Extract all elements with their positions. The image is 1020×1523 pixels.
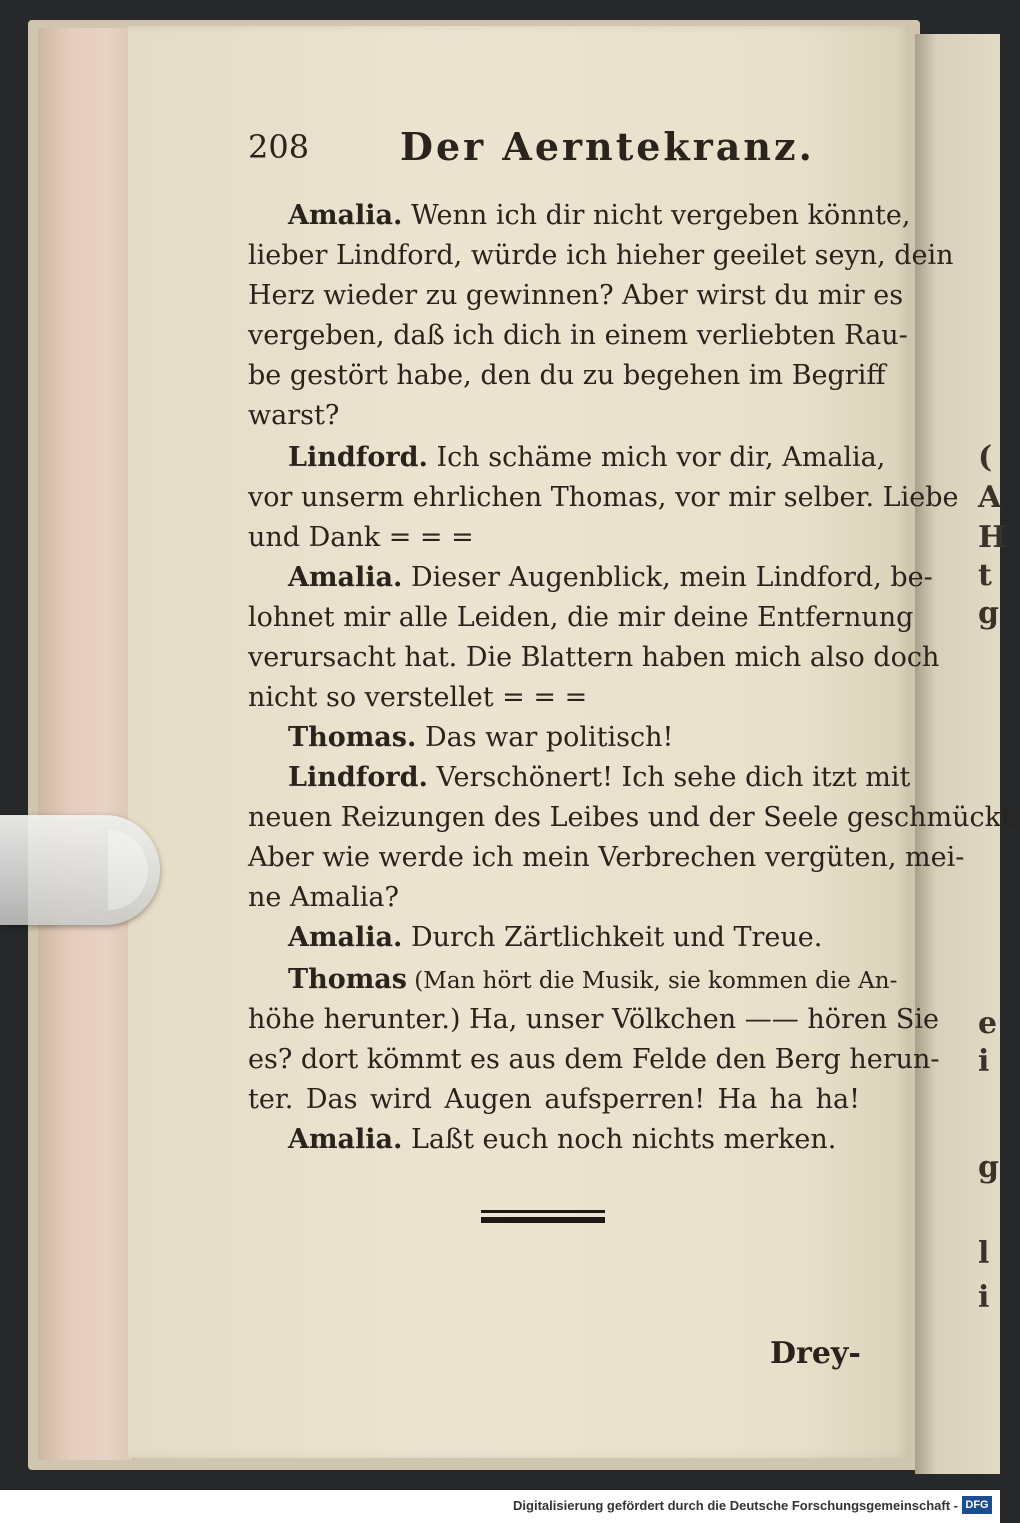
text-line — [288, 918, 860, 958]
speaker-name: Amalia. — [288, 200, 403, 231]
line-text: lieber Lindford, würde ich hieher geeilet seyn, dein — [248, 240, 954, 271]
line-text: ne Amalia? — [248, 882, 399, 913]
text-line — [248, 678, 860, 718]
facing-fragment: A — [978, 480, 1002, 515]
facing-fragment: g — [978, 1150, 999, 1185]
speaker-name: Thomas. — [288, 722, 417, 753]
line-text: und Dank = = = — [248, 522, 474, 553]
text-line — [248, 798, 1020, 838]
speaker-name: Amalia. — [288, 1124, 403, 1155]
text-line — [248, 276, 904, 316]
line-text: ter. Das wird Augen aufsperren! Ha ha ha! — [248, 1084, 860, 1115]
speaker-name: Lindford. — [288, 762, 428, 793]
text-line — [248, 478, 959, 518]
facing-fragment: H — [978, 520, 1007, 555]
page-edge — [38, 28, 134, 1460]
line-text: nicht so verstellet = = = — [248, 682, 588, 713]
text-line — [248, 356, 886, 396]
line-text: Herz wieder zu gewinnen? Aber wirst du mir es — [248, 280, 904, 311]
ornament-rule — [481, 1217, 605, 1223]
text-line — [248, 1000, 939, 1040]
funding-credit: Digitalisierung gefördert durch die Deutsche Forschungsgemeinschaft - — [513, 1498, 958, 1513]
page-number: 208 — [248, 128, 310, 166]
facing-fragment: i — [978, 1044, 990, 1079]
dfg-logo: DFG — [962, 1496, 992, 1514]
footer-bar — [0, 1490, 1000, 1523]
line-text: Wenn ich dir nicht vergeben könnte, — [402, 200, 911, 231]
text-line — [288, 1120, 860, 1160]
line-text: Verschönert! Ich sehe dich itzt mit — [427, 762, 911, 793]
speaker-name: Amalia. — [288, 562, 403, 593]
speaker-name: Lindford. — [288, 442, 428, 473]
line-text: lohnet mir alle Leiden, die mir deine Entfernung — [248, 602, 914, 633]
line-text: be gestört habe, den du zu begehen im Begriff — [248, 360, 886, 391]
running-head: Der Aerntekranz. — [400, 124, 815, 169]
line-text: Laßt euch noch nichts merken. — [402, 1124, 837, 1155]
text-line — [248, 236, 954, 276]
speaker-name: Thomas — [288, 964, 407, 995]
facing-fragment: g — [978, 596, 999, 631]
text-line — [288, 558, 933, 598]
line-text: (Man hört die Musik, sie kommen die An- — [407, 968, 898, 994]
line-text: es? dort kömmt es aus dem Felde den Berg herun- — [248, 1044, 940, 1075]
speaker-name: Amalia. — [288, 922, 403, 953]
text-line — [288, 196, 911, 236]
line-text: Ich schäme mich vor dir, Amalia, — [427, 442, 886, 473]
line-text: warst? — [248, 400, 340, 431]
line-text: Dieser Augenblick, mein Lindford, be- — [402, 562, 933, 593]
facing-fragment: i — [978, 1280, 990, 1315]
text-line — [248, 878, 860, 918]
line-text: verursacht hat. Die Blattern haben mich also doch — [248, 642, 940, 673]
text-line — [248, 838, 965, 878]
line-text: vergeben, daß ich dich in einem verliebten Rau- — [248, 320, 908, 351]
text-line — [248, 598, 914, 638]
line-text: neuen Reizungen des Leibes und der Seele geschmückt. — [248, 802, 1020, 833]
facing-fragment: t — [978, 558, 992, 593]
text-line — [288, 960, 898, 1001]
line-text: Durch Zärtlichkeit und Treue. — [402, 922, 823, 953]
catchword: Drey- — [770, 1336, 861, 1371]
text-line — [248, 638, 940, 678]
text-line — [248, 1040, 940, 1080]
text-line — [288, 758, 911, 798]
line-text: höhe herunter.) Ha, unser Völkchen —— hören Sie — [248, 1004, 939, 1035]
facing-fragment: e — [978, 1006, 998, 1041]
facing-fragment: l — [978, 1236, 990, 1271]
text-line — [248, 396, 860, 436]
text-line — [288, 718, 860, 758]
text-line — [248, 1080, 860, 1120]
text-line — [248, 518, 860, 558]
facing-fragment: ( — [978, 440, 993, 475]
text-line — [248, 316, 908, 356]
ornament-rule — [481, 1210, 605, 1213]
line-text: Aber wie werde ich mein Verbrechen vergüten, mei- — [248, 842, 965, 873]
text-line — [288, 438, 886, 478]
line-text: Das war politisch! — [416, 722, 674, 753]
line-text: vor unserm ehrlichen Thomas, vor mir selber. Liebe — [248, 482, 959, 513]
